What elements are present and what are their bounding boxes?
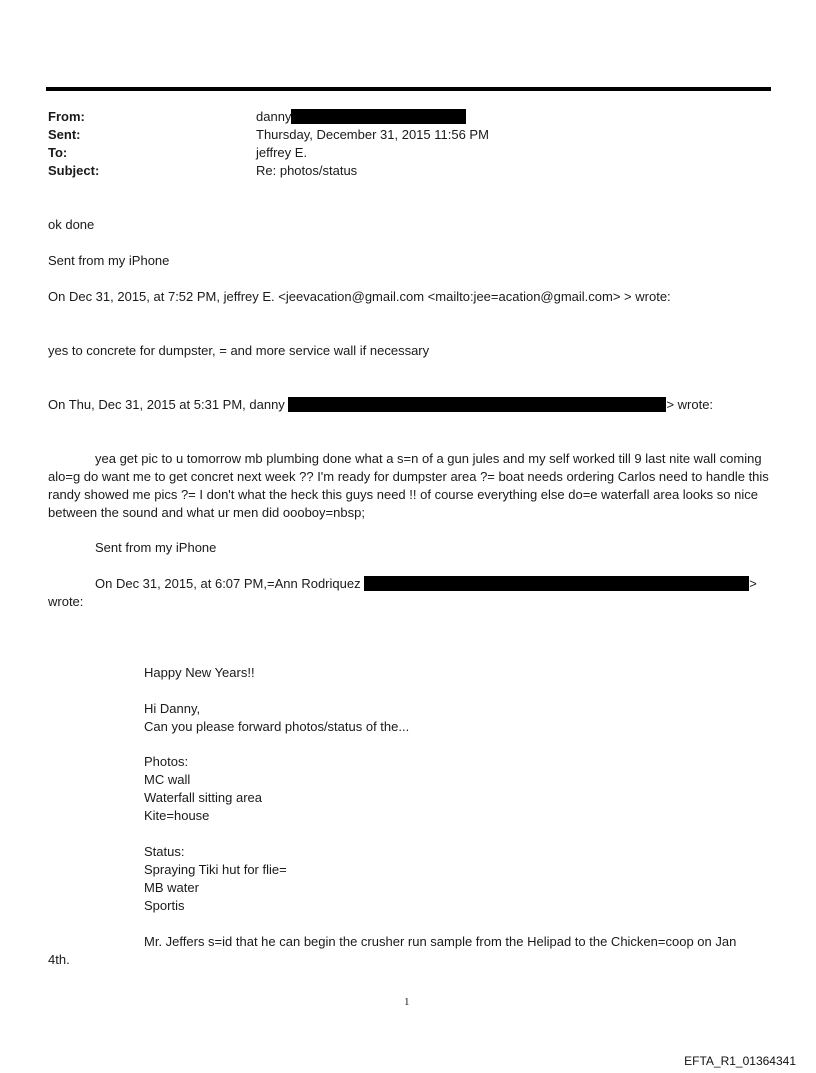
closing-wrap: 4th. [48, 952, 70, 967]
quote-header: On Thu, Dec 31, 2015 at 5:31 PM, danny > wrote: [48, 397, 714, 412]
quote-paragraph: yea get pic to u tomorrow mb plumbing done what a s=n of a gun jules and my self worked till 9 last nite wall coming alo=g do want me to get concret next week ?? I'm ready for dumpster area ?= boat needs ordering Carlos need to handle this randy showed me pics ?= I don't what the heck this guys need !! of course everything else do=e waterfall area looks so nice between the sound and what ur men did oooboy=nbsp; [48, 451, 769, 520]
photos-heading: Photos: [144, 754, 189, 769]
signature: Sent from my iPhone [95, 540, 217, 555]
quote-header: On Dec 31, 2015, at 7:52 PM, jeffrey E. <jeevacation@gmail.com <mailto:jee=acation@gmail.com> > wrote: [48, 289, 671, 304]
bates-stamp: EFTA_R1_01364341 [684, 1054, 796, 1068]
list-item: Kite=house [144, 808, 210, 823]
to-value: jeffrey E. [256, 145, 308, 160]
quote-header-wrap: wrote: [48, 594, 84, 609]
status-heading: Status: [144, 844, 185, 859]
redaction-block [291, 109, 466, 124]
subject-value: Re: photos/status [256, 163, 358, 178]
closing-text: Mr. Jeffers s=id that he can begin the crusher run sample from the Helipad to the Chicken=coop on Jan [144, 934, 737, 949]
list-item: MB water [144, 880, 199, 895]
list-item: Spraying Tiki hut for flie= [144, 862, 287, 877]
quote-text: yes to concrete for dumpster, = and more service wall if necessary [48, 343, 430, 358]
header-rule [46, 87, 771, 91]
subject-label: Subject: [48, 163, 100, 178]
sent-value: Thursday, December 31, 2015 11:56 PM [256, 127, 489, 142]
to-label: To: [48, 145, 68, 160]
reply-text: ok done [48, 217, 95, 232]
from-value: danny [256, 108, 466, 126]
sent-label: Sent: [48, 127, 81, 142]
redaction-block [288, 397, 666, 412]
request-text: Can you please forward photos/status of the... [144, 719, 410, 734]
list-item: Sportis [144, 898, 185, 913]
quote-header: On Dec 31, 2015, at 6:07 PM,=Ann Rodriquez > [95, 576, 757, 591]
signature: Sent from my iPhone [48, 253, 170, 268]
from-label: From: [48, 109, 85, 124]
list-item: MC wall [144, 772, 191, 787]
redaction-block [364, 576, 749, 591]
greeting: Happy New Years!! [144, 665, 255, 680]
list-item: Waterfall sitting area [144, 790, 263, 805]
page-number: 1 [404, 996, 410, 1008]
salutation: Hi Danny, [144, 701, 201, 716]
